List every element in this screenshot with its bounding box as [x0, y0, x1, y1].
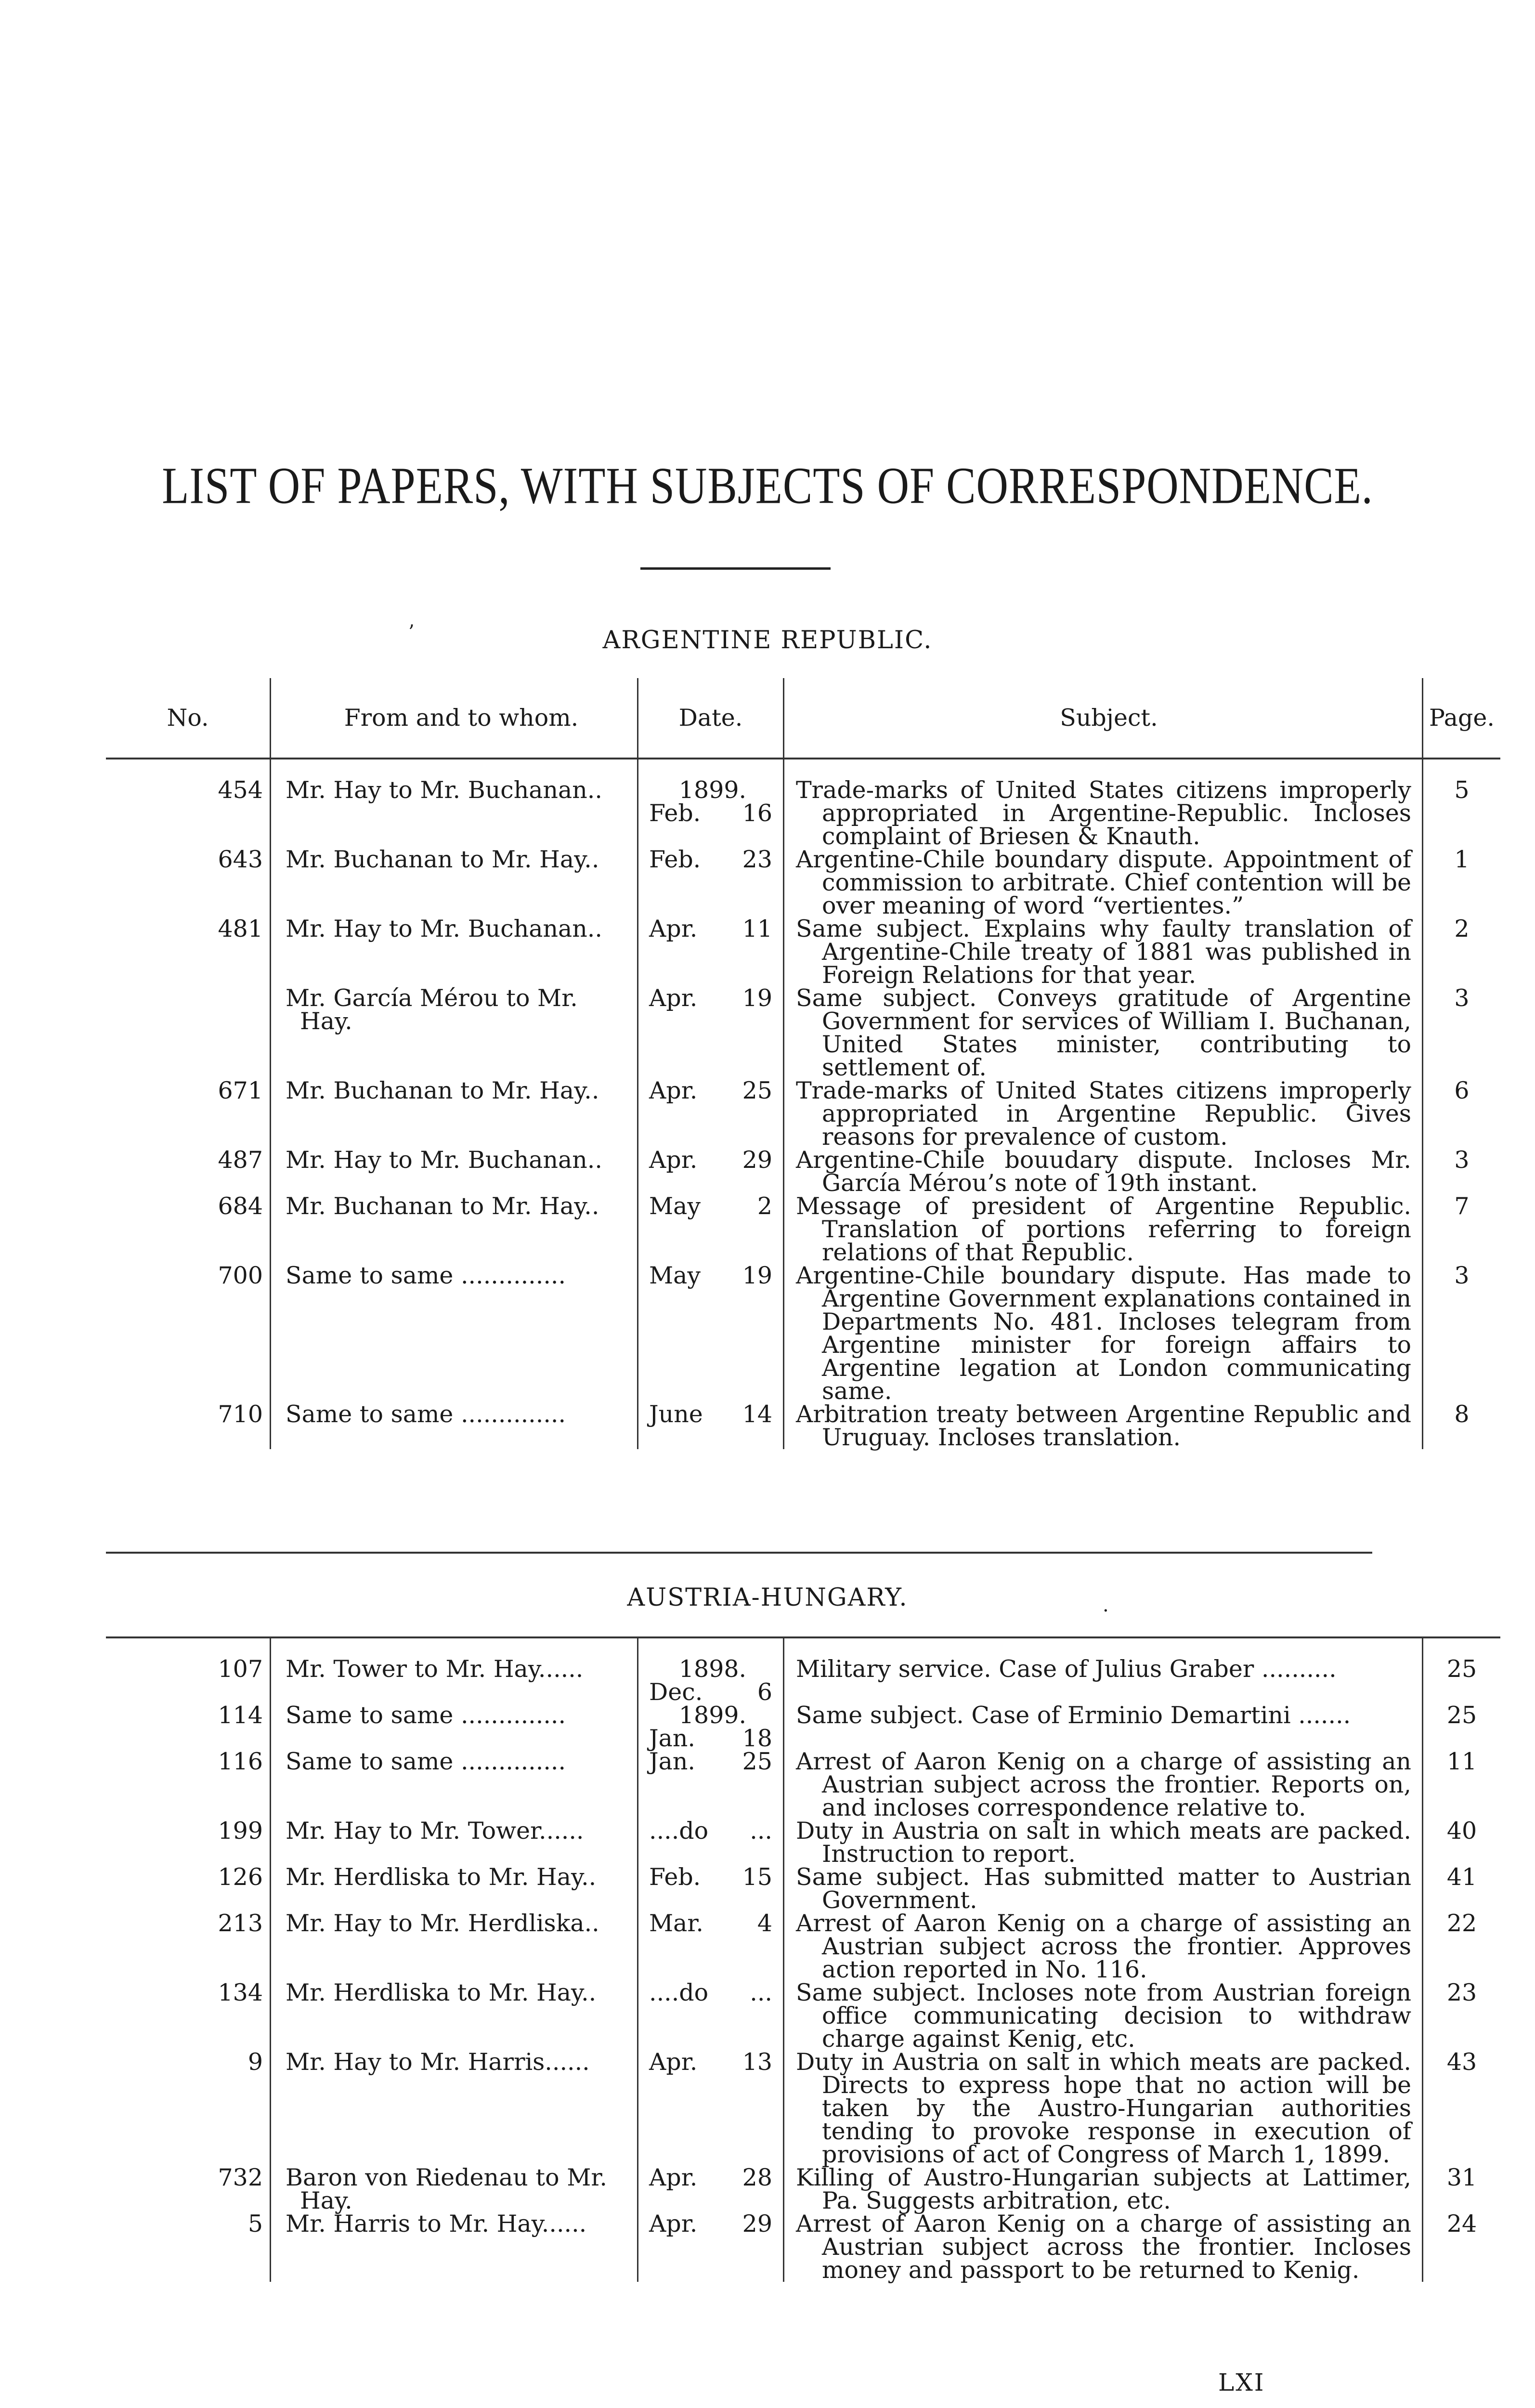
argentine-papers-table: [106, 678, 1500, 1449]
date-month: Apr.: [649, 2048, 698, 2076]
date-day: 4: [757, 1910, 772, 1937]
from-to-whom: Mr. Buchanan to Mr. Hay..: [286, 1192, 599, 1220]
section-heading-argentine: ARGENTINE REPUBLIC.: [602, 626, 933, 654]
page-reference: 24: [1446, 2210, 1477, 2238]
paper-row: [106, 2212, 1500, 2282]
date-month: May: [649, 1262, 701, 1289]
from-to-whom: Baron von Riedenau to Mr. Hay.: [286, 2164, 607, 2214]
date-month: Jan.: [649, 1748, 695, 1775]
argentine-bottom-rule: [106, 1552, 1372, 1554]
date-month: Apr.: [649, 984, 698, 1012]
from-to-whom: Mr. Hay to Mr. Buchanan..: [286, 1146, 602, 1174]
date-day: 15: [742, 1863, 772, 1891]
date-month: Jan.: [649, 1725, 695, 1752]
from-to-whom: Mr. Hay to Mr. Herdliska..: [286, 1910, 599, 1937]
from-to-whom: Same to same ..............: [286, 1701, 566, 1729]
date-month: Apr.: [649, 2210, 698, 2238]
paper-number: 671: [218, 1077, 263, 1104]
paper-number: 732: [218, 2164, 263, 2191]
argentine-rows: [106, 759, 1500, 1449]
from-to-whom: Same to same ..............: [286, 1748, 566, 1775]
date-year: 1898.: [678, 1655, 747, 1683]
subject-text: Duty in Austria on salt in which meats are packed. Directs to express hope that no action will be taken by the Austro-Hungarian authorities tending to provoke response in execution of provisions of act of Congress of March 1, 1899.: [796, 2048, 1411, 2168]
paper-row: [106, 1750, 1500, 1819]
paper-row: [106, 987, 1500, 1079]
date-month: June: [649, 1400, 703, 1428]
paper-number: 9: [247, 2048, 263, 2076]
page-reference: 2: [1454, 915, 1470, 942]
paper-row: [106, 1195, 1500, 1264]
from-to-whom: Mr. Tower to Mr. Hay......: [286, 1655, 584, 1683]
date-year: 1899.: [678, 1701, 747, 1729]
date-day: 13: [742, 2048, 772, 2076]
paper-number: 643: [218, 846, 263, 873]
date-month: Feb.: [649, 846, 701, 873]
from-to-whom: Mr. Hay to Mr. Tower......: [286, 1817, 584, 1845]
page-reference: 40: [1446, 1817, 1477, 1845]
paper-row: [106, 1403, 1500, 1449]
paper-number: 454: [218, 776, 263, 804]
from-to-whom: Same to same ..............: [286, 1262, 566, 1289]
paper-row: [106, 1981, 1500, 2051]
paper-number: 114: [218, 1701, 263, 1729]
paper-number: 684: [218, 1192, 263, 1220]
paper-row: [106, 2051, 1500, 2166]
paper-number: 116: [218, 1748, 263, 1775]
from-to-whom: Mr. Herdliska to Mr. Hay..: [286, 1863, 597, 1891]
subject-text: Message of president of Argentine Republic. Translation of portions referring to foreign relations of that Republic.: [796, 1192, 1411, 1266]
col-header-no: No.: [106, 678, 271, 759]
page-reference: 3: [1454, 1146, 1470, 1174]
date-day: 18: [742, 1725, 772, 1752]
date-day: 29: [742, 2210, 772, 2238]
date-day: 19: [742, 984, 772, 1012]
from-to-whom: Mr. Buchanan to Mr. Hay..: [286, 1077, 599, 1104]
paper-row: [106, 1819, 1500, 1866]
date-day: ...: [750, 1817, 772, 1845]
paper-number: 700: [218, 1262, 263, 1289]
paper-number: 710: [218, 1400, 263, 1428]
austria-rows: [106, 1637, 1500, 2282]
paper-number: 134: [218, 1979, 263, 2006]
page-reference: 43: [1446, 2048, 1477, 2076]
date-month: Feb.: [649, 1863, 701, 1891]
paper-row: [106, 1704, 1500, 1750]
page-reference: 6: [1454, 1077, 1470, 1104]
paper-number: 126: [218, 1863, 263, 1891]
date-day: 2: [757, 1192, 772, 1220]
col-header-date: Date.: [638, 678, 784, 759]
date-month: Mar.: [649, 1910, 704, 1937]
subject-text: Killing of Austro-Hungarian subjects at Lattimer, Pa. Suggests arbitration, etc.: [796, 2164, 1411, 2214]
folio-page-number: LXI: [1218, 2369, 1265, 2396]
page-reference: 25: [1446, 1655, 1477, 1683]
date-day: 28: [742, 2164, 772, 2191]
paper-row: [106, 1912, 1500, 1981]
paper-number: 487: [218, 1146, 263, 1174]
date-month: Apr.: [649, 1146, 698, 1174]
date-day: 19: [742, 1262, 772, 1289]
date-month: ....do: [649, 1817, 709, 1845]
col-header-page: Page.: [1423, 678, 1501, 759]
paper-row: [106, 2166, 1500, 2212]
print-speck: ’: [408, 621, 415, 643]
paper-row: [106, 848, 1500, 917]
date-month: Feb.: [649, 799, 701, 827]
date-day: ...: [750, 1979, 772, 2006]
paper-row: [106, 1079, 1500, 1149]
date-month: ....do: [649, 1979, 709, 2006]
date-day: 6: [757, 1678, 772, 1706]
page-reference: 41: [1446, 1863, 1477, 1891]
page-reference: 22: [1446, 1910, 1477, 1937]
title-rule: [640, 567, 831, 570]
subject-text: Trade-marks of United States citizens improperly appropriated in Argentine Republic. Gives reasons for prevalence of custom.: [796, 1077, 1411, 1151]
paper-number: 199: [218, 1817, 263, 1845]
subject-text: Argentine-Chile bouudary dispute. Incloses Mr. García Mérou’s note of 19th instant.: [796, 1146, 1411, 1197]
date-day: 29: [742, 1146, 772, 1174]
page-reference: 7: [1454, 1192, 1470, 1220]
date-day: 14: [742, 1400, 772, 1428]
from-to-whom: Mr. Hay to Mr. Buchanan..: [286, 915, 602, 942]
page-reference: 8: [1454, 1400, 1470, 1428]
from-to-whom: Mr. García Mérou to Mr. Hay.: [286, 984, 578, 1035]
paper-row: [106, 1149, 1500, 1195]
paper-row: [106, 917, 1500, 987]
subject-text: Arrest of Aaron Kenig on a charge of assisting an Austrian subject across the frontier. Incloses money and passport to be returned to Kenig.: [796, 2210, 1411, 2284]
date-day: 23: [742, 846, 772, 873]
from-to-whom: Mr. Hay to Mr. Harris......: [286, 2048, 590, 2076]
date-year: 1899.: [678, 776, 747, 804]
date-day: 25: [742, 1748, 772, 1775]
page-reference: 1: [1454, 846, 1470, 873]
paper-number: 481: [218, 915, 263, 942]
subject-text: Same subject. Has submitted matter to Austrian Government.: [796, 1863, 1411, 1914]
austria-papers-table: [106, 1636, 1500, 2282]
from-to-whom: Mr. Hay to Mr. Buchanan..: [286, 776, 602, 804]
page-title: LIST OF PAPERS, WITH SUBJECTS OF CORRESPONDENCE.: [162, 456, 1373, 515]
col-header-from: From and to whom.: [271, 678, 638, 759]
date-month: Apr.: [649, 2164, 698, 2191]
paper-number: 5: [247, 2210, 263, 2238]
page-reference: 3: [1454, 1262, 1470, 1289]
subject-text: Same subject. Conveys gratitude of Argentine Government for services of William I. Buchanan, United States minister, contributing to settlement of.: [796, 984, 1411, 1081]
date-month: Apr.: [649, 915, 698, 942]
subject-text: Same subject. Incloses note from Austrian foreign office communicating decision to withdraw charge against Kenig, etc.: [796, 1979, 1411, 2053]
from-to-whom: Mr. Harris to Mr. Hay......: [286, 2210, 587, 2238]
print-speck: .: [1103, 1594, 1109, 1616]
page-reference: 3: [1454, 984, 1470, 1012]
date-month: May: [649, 1192, 701, 1220]
from-to-whom: Mr. Herdliska to Mr. Hay..: [286, 1979, 597, 2006]
page-reference: 31: [1446, 2164, 1477, 2191]
date-month: Apr.: [649, 1077, 698, 1104]
date-day: 25: [742, 1077, 772, 1104]
subject-text: Trade-marks of United States citizens improperly appropriated in Argentine-Republic. Incloses complaint of Briesen & Knauth.: [796, 776, 1411, 850]
section-heading-austria: AUSTRIA-HUNGARY.: [627, 1584, 908, 1612]
paper-number: 107: [218, 1655, 263, 1683]
subject-text: Same subject. Explains why faulty translation of Argentine-Chile treaty of 1881 was published in Foreign Relations for that year.: [796, 915, 1411, 989]
paper-row: [106, 1866, 1500, 1912]
subject-text: Arbitration treaty between Argentine Republic and Uruguay. Incloses translation.: [796, 1400, 1411, 1451]
subject-text: Military service. Case of Julius Graber ..........: [796, 1655, 1337, 1683]
table-header-row: [106, 678, 1500, 759]
subject-text: Argentine-Chile boundary dispute. Has made to Argentine Government explanations contained in Departments No. 481. Incloses telegram from Argentine minister for foreign affairs to Argentine legation at London communicating same.: [796, 1262, 1411, 1405]
paper-row: [106, 1658, 1500, 1704]
date-day: 16: [742, 799, 772, 827]
date-month: Dec.: [649, 1678, 703, 1706]
col-header-subject: Subject.: [784, 678, 1423, 759]
page-reference: 11: [1446, 1748, 1477, 1775]
page-reference: 25: [1446, 1701, 1477, 1729]
subject-text: Arrest of Aaron Kenig on a charge of assisting an Austrian subject across the frontier. Approves action reported in No. 116.: [796, 1910, 1411, 1983]
subject-text: Duty in Austria on salt in which meats are packed. Instruction to report.: [796, 1817, 1411, 1868]
page-reference: 23: [1446, 1979, 1477, 2006]
subject-text: Arrest of Aaron Kenig on a charge of assisting an Austrian subject across the frontier. Reports on, and incloses correspondence relative to.: [796, 1748, 1411, 1821]
date-day: 11: [742, 915, 772, 942]
page-reference: 5: [1454, 776, 1470, 804]
paper-row: [106, 1264, 1500, 1403]
subject-text: Same subject. Case of Erminio Demartini .......: [796, 1701, 1351, 1729]
paper-number: 213: [218, 1910, 263, 1937]
from-to-whom: Mr. Buchanan to Mr. Hay..: [286, 846, 599, 873]
from-to-whom: Same to same ..............: [286, 1400, 566, 1428]
paper-row: [106, 779, 1500, 848]
subject-text: Argentine-Chile boundary dispute. Appointment of commission to arbitrate. Chief contention will be over meaning of word “vertientes.”: [796, 846, 1411, 919]
